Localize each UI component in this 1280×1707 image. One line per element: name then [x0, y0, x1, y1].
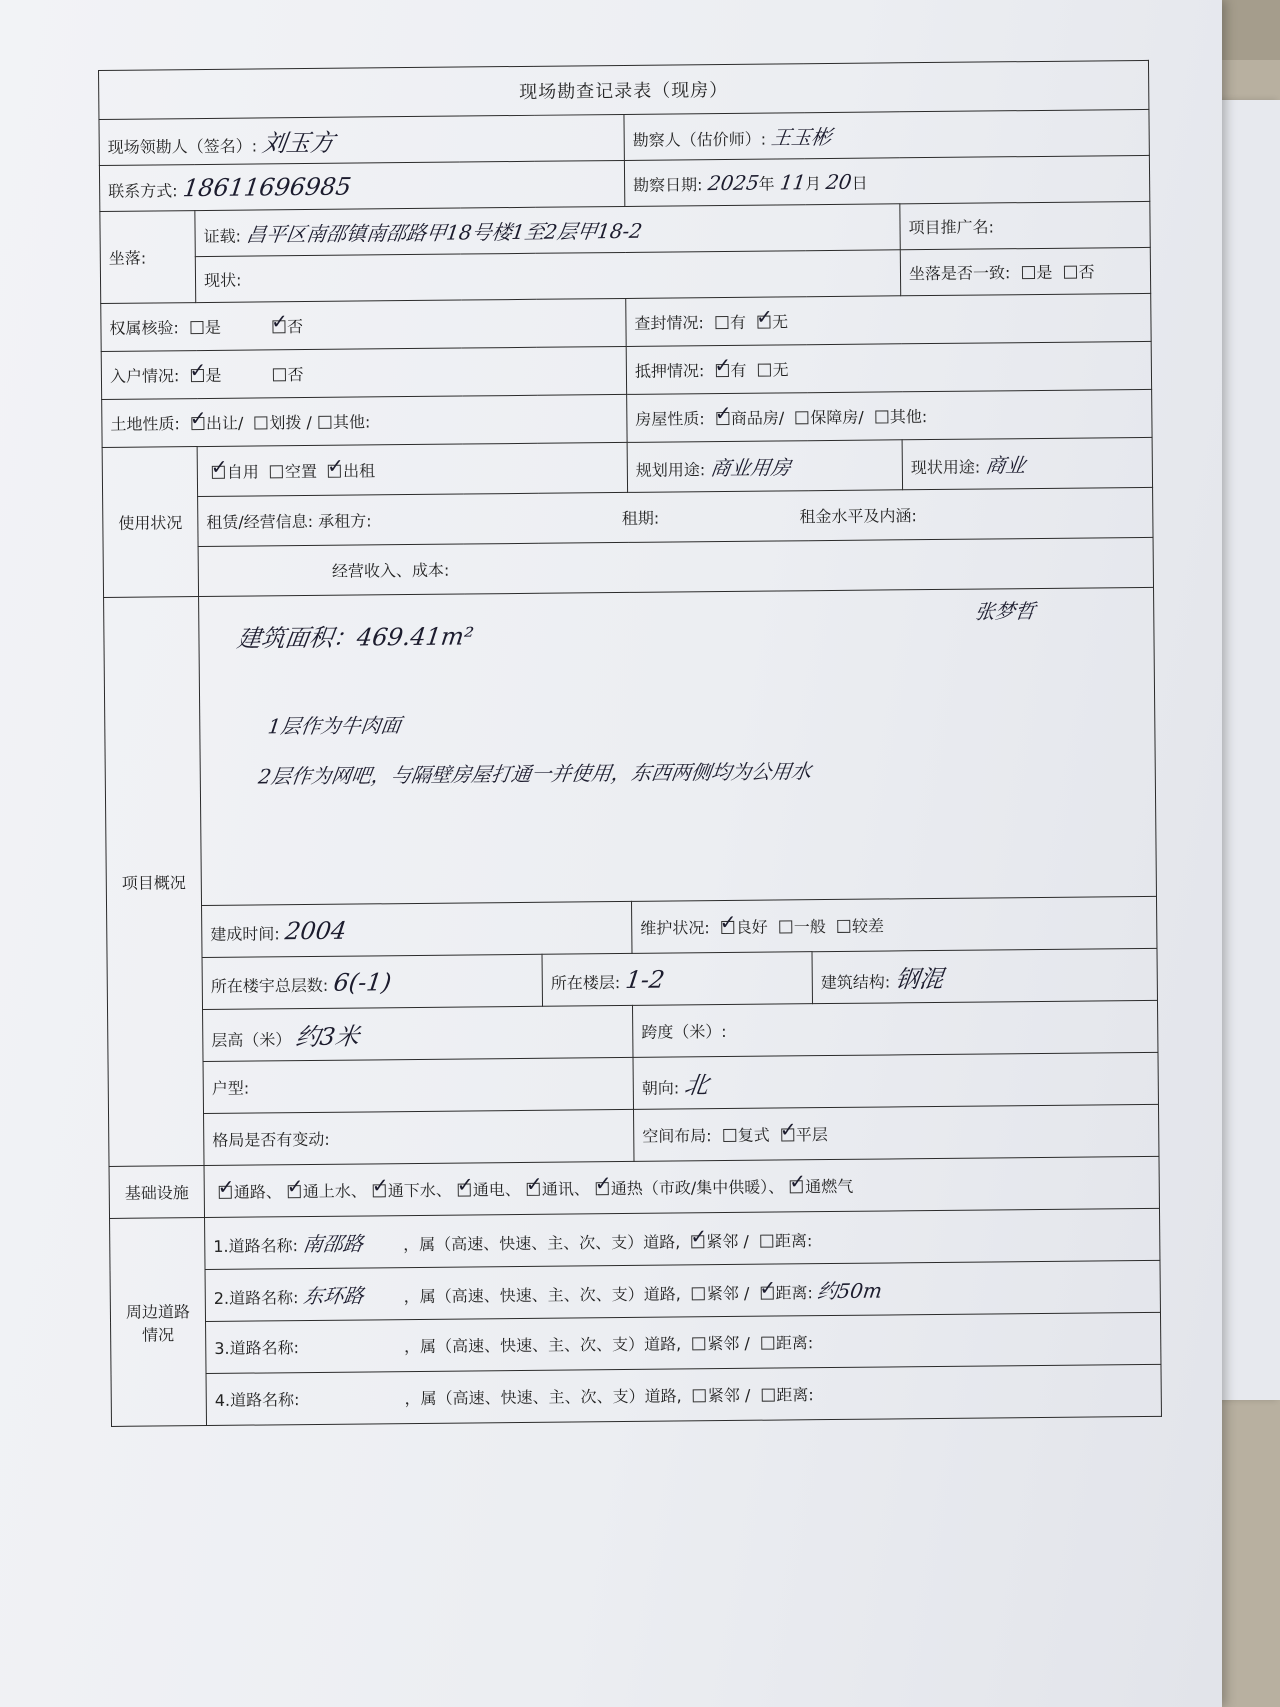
- income-label: 经营收入、成本:: [331, 560, 450, 581]
- inspector-signature: 王玉彬: [769, 124, 833, 150]
- infra-drainage-label: 通下水、: [387, 1180, 452, 1201]
- house-other-label: 其他:: [889, 407, 928, 427]
- road-name-label: 道路名称:: [229, 1338, 300, 1358]
- current-use-cell: [902, 437, 1152, 489]
- land-transfer-label: 出让/: [205, 413, 244, 433]
- location-consistent-cell: [900, 247, 1150, 295]
- land-allocation-checkbox[interactable]: [254, 416, 267, 429]
- road-distance-label: 距离:: [775, 1333, 814, 1353]
- built-year-cell: [202, 901, 632, 957]
- house-cell: [627, 389, 1152, 442]
- leader-cell: [99, 114, 624, 165]
- road-type-text: ，属（高速、快速、主、次、支）道路,: [404, 1386, 682, 1409]
- seal-no-label: 无: [771, 312, 789, 332]
- total-floors-value: 6(-1): [331, 967, 393, 997]
- maintenance-fair-label: 一般: [793, 917, 826, 937]
- ownership-yes-checkbox[interactable]: [190, 321, 203, 334]
- survey-date-label: 勘察日期:: [633, 174, 703, 195]
- structure-cell: [812, 948, 1158, 1003]
- unit-type-label: 户型:: [211, 1078, 250, 1098]
- road-type-text: ，属（高速、快速、主、次、支）道路,: [403, 1284, 681, 1307]
- seal-label: 查封情况:: [634, 313, 704, 333]
- lease-label: 租赁/经营信息:: [206, 511, 314, 532]
- layout-duplex-checkbox[interactable]: [723, 1129, 736, 1142]
- road-distance-checkbox[interactable]: [760, 1287, 773, 1300]
- usage-rent-checkbox[interactable]: [328, 465, 341, 478]
- maintenance-fair-checkbox[interactable]: [779, 920, 792, 933]
- ownership-label: 权属核验:: [109, 318, 179, 338]
- road-adjacent-label: 紧邻 /: [707, 1333, 750, 1354]
- entry-yes-checkbox[interactable]: [190, 369, 203, 382]
- inspector-cell: [624, 109, 1149, 160]
- usage-rent-label: 出租: [342, 461, 376, 481]
- current-location-label: 现状:: [203, 270, 242, 290]
- overview-note-line2: 2层作为网吧，与隔壁房屋打通一并使用，东西两侧均为公用水: [257, 759, 813, 789]
- consistent-yes-checkbox[interactable]: [1021, 266, 1034, 279]
- ownership-no-label: 否: [286, 317, 304, 337]
- mortgage-label: 抵押情况:: [634, 361, 705, 381]
- lease-info-cell: [198, 487, 1153, 546]
- survey-month: 11: [778, 169, 807, 194]
- house-other-checkbox[interactable]: [875, 410, 888, 423]
- road-name-value: 东环路: [301, 1283, 365, 1309]
- land-cell: 土地性质: ✓ 出让/ 划拨 / 其他:: [102, 394, 627, 447]
- entry-no-checkbox[interactable]: [272, 368, 285, 381]
- consistent-no-checkbox[interactable]: [1064, 266, 1077, 279]
- road-name-label: 道路名称:: [228, 1288, 299, 1308]
- survey-form: [98, 60, 1162, 1427]
- road-distance-label: 距离:: [774, 1231, 813, 1251]
- road-adjacent-checkbox[interactable]: [691, 1235, 704, 1248]
- current-use-label: 现状用途:: [910, 457, 981, 478]
- road-distance-checkbox[interactable]: [761, 1389, 774, 1402]
- area-note: 建筑面积：469.41m²: [235, 622, 476, 653]
- house-affordable-checkbox[interactable]: [795, 411, 808, 424]
- space-layout-cell: [634, 1104, 1160, 1161]
- road-name-value: [304, 1352, 399, 1353]
- infrastructure-label: 基础设施: [109, 1166, 204, 1219]
- usage-options-cell: [197, 442, 627, 496]
- structure-label: 建筑结构:: [820, 972, 891, 993]
- usage-label: 使用状况: [102, 447, 198, 598]
- survey-date-cell: [624, 155, 1149, 206]
- usage-self-checkbox[interactable]: [212, 466, 225, 479]
- storey-height-value: 约3米: [294, 1022, 362, 1052]
- storey-height-cell: [203, 1005, 633, 1061]
- contact-value: 18611696985: [180, 172, 353, 202]
- current-location-cell: [195, 250, 900, 303]
- road-adjacent-checkbox[interactable]: [692, 1337, 705, 1350]
- infra-gas-checkbox[interactable]: [790, 1180, 803, 1193]
- project-name-label: 项目推广名:: [900, 201, 1150, 249]
- consistent-label: 坐落是否一致:: [908, 263, 1011, 284]
- paper-stack-edge: [1220, 100, 1280, 1400]
- road-adjacent-label: 紧邻 /: [707, 1385, 751, 1406]
- space-layout-label: 空间布局:: [642, 1126, 712, 1146]
- maintenance-good-checkbox[interactable]: [721, 921, 734, 934]
- form-title: 现场勘查记录表（现房）: [99, 60, 1149, 119]
- mortgage-cell: [626, 341, 1151, 394]
- maintenance-cell: [632, 896, 1158, 953]
- form-container: [98, 60, 1162, 1555]
- survey-year: 2025: [706, 170, 761, 195]
- layout-duplex-label: 复式: [737, 1125, 770, 1145]
- road-distance-label: 距离:: [775, 1283, 813, 1303]
- cert-location-cell: [195, 204, 900, 257]
- ownership-cell: [101, 298, 626, 351]
- road-number: 2.: [213, 1288, 230, 1308]
- road-name-label: 道路名称:: [228, 1236, 299, 1256]
- orientation-label: 朝向:: [641, 1078, 680, 1098]
- cert-location-value: 昌平区南邵镇南邵路甲18号楼1至2层甲18-2: [244, 218, 644, 247]
- mortgage-yes-checkbox[interactable]: [715, 364, 728, 377]
- mortgage-no-checkbox[interactable]: [757, 364, 770, 377]
- total-floors-cell: [202, 954, 542, 1009]
- seal-cell: [626, 293, 1151, 346]
- road-adjacent-checkbox[interactable]: [692, 1287, 705, 1300]
- road-distance-label: 距离:: [776, 1385, 814, 1405]
- leader-signature: 刘玉方: [260, 128, 336, 158]
- planned-use-label: 规划用途:: [635, 460, 706, 480]
- road-type-text: ，属（高速、快速、主、次、支）道路,: [403, 1232, 681, 1255]
- infra-drainage-checkbox[interactable]: [373, 1184, 386, 1197]
- floor-value: 1-2: [623, 965, 666, 994]
- infra-telecom-checkbox[interactable]: [527, 1183, 540, 1196]
- location-label: 坐落:: [100, 211, 196, 304]
- contact-cell: [99, 160, 624, 211]
- overview-note-line1: 1层作为牛肉面: [266, 713, 403, 739]
- seal-yes-label: 有: [729, 312, 747, 332]
- survey-day: 20: [824, 169, 854, 194]
- seal-no-checkbox[interactable]: [757, 316, 770, 329]
- maintenance-poor-checkbox[interactable]: [837, 920, 850, 933]
- infra-telecom-label: 通讯、: [541, 1179, 590, 1199]
- infra-heating-label: 通热（市政/集中供暖）、: [610, 1177, 785, 1199]
- infra-gas-label: 通燃气: [805, 1176, 854, 1197]
- infra-water-supply-label: 通上水、: [302, 1181, 367, 1202]
- road-number: 3.: [214, 1338, 230, 1358]
- ownership-yes-label: 是: [204, 317, 222, 337]
- contact-label: 联系方式:: [108, 180, 178, 201]
- current-use-value: 商业: [983, 453, 1027, 478]
- orientation-value: 北: [682, 1071, 710, 1100]
- land-transfer-checkbox[interactable]: [191, 417, 204, 430]
- rent-label: 租金水平及内涵:: [799, 506, 917, 527]
- land-other-checkbox[interactable]: [318, 416, 331, 429]
- road-row: [205, 1208, 1160, 1269]
- infra-power-label: 通电、: [472, 1179, 521, 1200]
- entry-no-label: 否: [287, 365, 304, 385]
- land-allocation-label: 划拨: [269, 413, 302, 433]
- month-suffix: 月: [804, 173, 822, 193]
- floor-label: 所在楼层:: [550, 972, 621, 993]
- house-affordable-label: 保障房/: [810, 407, 864, 428]
- infra-road-label: 通路、: [233, 1182, 282, 1202]
- consistent-yes-label: 是: [1036, 262, 1053, 283]
- entry-cell: [101, 346, 626, 399]
- tenant-label: 承租方:: [318, 511, 372, 531]
- usage-vacant-label: 空置: [284, 461, 318, 482]
- entry-label: 入户情况:: [109, 366, 180, 386]
- road-adjacent-label: 紧邻 /: [706, 1231, 749, 1252]
- road-name-label: 道路名称:: [229, 1390, 300, 1410]
- road-distance-value: 约50m: [816, 1278, 884, 1304]
- road-type-text: ，属（高速、快速、主、次、支）道路,: [404, 1334, 682, 1357]
- layout-flat-label: 平层: [795, 1125, 828, 1145]
- planned-use-cell: [627, 440, 902, 493]
- road-row: [205, 1260, 1160, 1321]
- consistent-no-label: 否: [1078, 262, 1095, 282]
- road-row: [206, 1364, 1161, 1425]
- maintenance-good-label: 良好: [735, 917, 768, 937]
- road-name-value: [305, 1404, 400, 1405]
- house-commercial-label: 商品房/: [730, 408, 785, 428]
- planned-use-value: 商业用房: [708, 455, 792, 481]
- road-name-value: 南邵路: [301, 1231, 365, 1257]
- cert-label: 证载:: [203, 226, 242, 246]
- day-suffix: 日: [851, 173, 868, 193]
- maintenance-label: 维护状况:: [640, 918, 710, 938]
- term-label: 租期:: [621, 508, 660, 528]
- inspector-label: 勘察人（估价师）:: [632, 129, 767, 150]
- mortgage-yes-label: 有: [730, 360, 747, 380]
- land-label: 土地性质:: [110, 414, 180, 434]
- built-year-value: 2004: [282, 916, 348, 945]
- house-label: 房屋性质:: [635, 409, 705, 429]
- overview-signature: 张梦哲: [973, 599, 1037, 624]
- unit-type-cell: [203, 1057, 633, 1113]
- infra-road-checkbox[interactable]: [219, 1186, 232, 1199]
- leader-label: 现场领勘人（签名）:: [107, 136, 258, 157]
- land-other-label: 其他:: [332, 412, 371, 432]
- orientation-cell: [633, 1052, 1159, 1109]
- year-suffix: 年: [758, 174, 775, 194]
- layout-flat-checkbox[interactable]: [781, 1128, 794, 1141]
- built-year-label: 建成时间:: [210, 923, 280, 944]
- road-distance-checkbox[interactable]: [761, 1337, 774, 1350]
- entry-yes-label: 是: [205, 365, 222, 385]
- infrastructure-cell: [204, 1156, 1159, 1217]
- total-floors-label: 所在楼宇总层数:: [210, 975, 329, 996]
- road-row: [206, 1312, 1161, 1373]
- mortgage-no-label: 无: [772, 360, 789, 380]
- road-number: 4.: [214, 1390, 231, 1410]
- usage-self-label: 自用: [226, 462, 259, 482]
- usage-vacant-checkbox[interactable]: [270, 465, 283, 478]
- maintenance-poor-label: 较差: [851, 916, 885, 936]
- floor-cell: [542, 952, 812, 1007]
- overview-label: 项目概况: [104, 597, 204, 1167]
- road-distance-checkbox[interactable]: [760, 1235, 773, 1248]
- span-cell: [633, 1000, 1159, 1057]
- house-commercial-checkbox[interactable]: [716, 412, 729, 425]
- road-adjacent-label: 紧邻 /: [706, 1283, 750, 1304]
- storey-height-label: 层高（米）: [211, 1030, 292, 1050]
- infra-heating-checkbox[interactable]: [596, 1182, 609, 1195]
- infra-power-checkbox[interactable]: [458, 1183, 471, 1196]
- infra-water-supply-checkbox[interactable]: [288, 1185, 301, 1198]
- span-label: 跨度（米）:: [641, 1022, 727, 1042]
- structure-value: 钢混: [893, 964, 945, 994]
- income-cell: [198, 537, 1153, 596]
- roads-label: 周边道路情况: [110, 1218, 207, 1427]
- layout-change-label: 格局是否有变动:: [212, 1129, 330, 1150]
- road-number: 1.: [213, 1236, 229, 1256]
- road-adjacent-checkbox[interactable]: [693, 1389, 706, 1402]
- ownership-no-checkbox[interactable]: [272, 320, 285, 333]
- layout-change-cell: [204, 1109, 634, 1165]
- seal-yes-checkbox[interactable]: [715, 316, 728, 329]
- overview-notes-cell: [199, 587, 1157, 905]
